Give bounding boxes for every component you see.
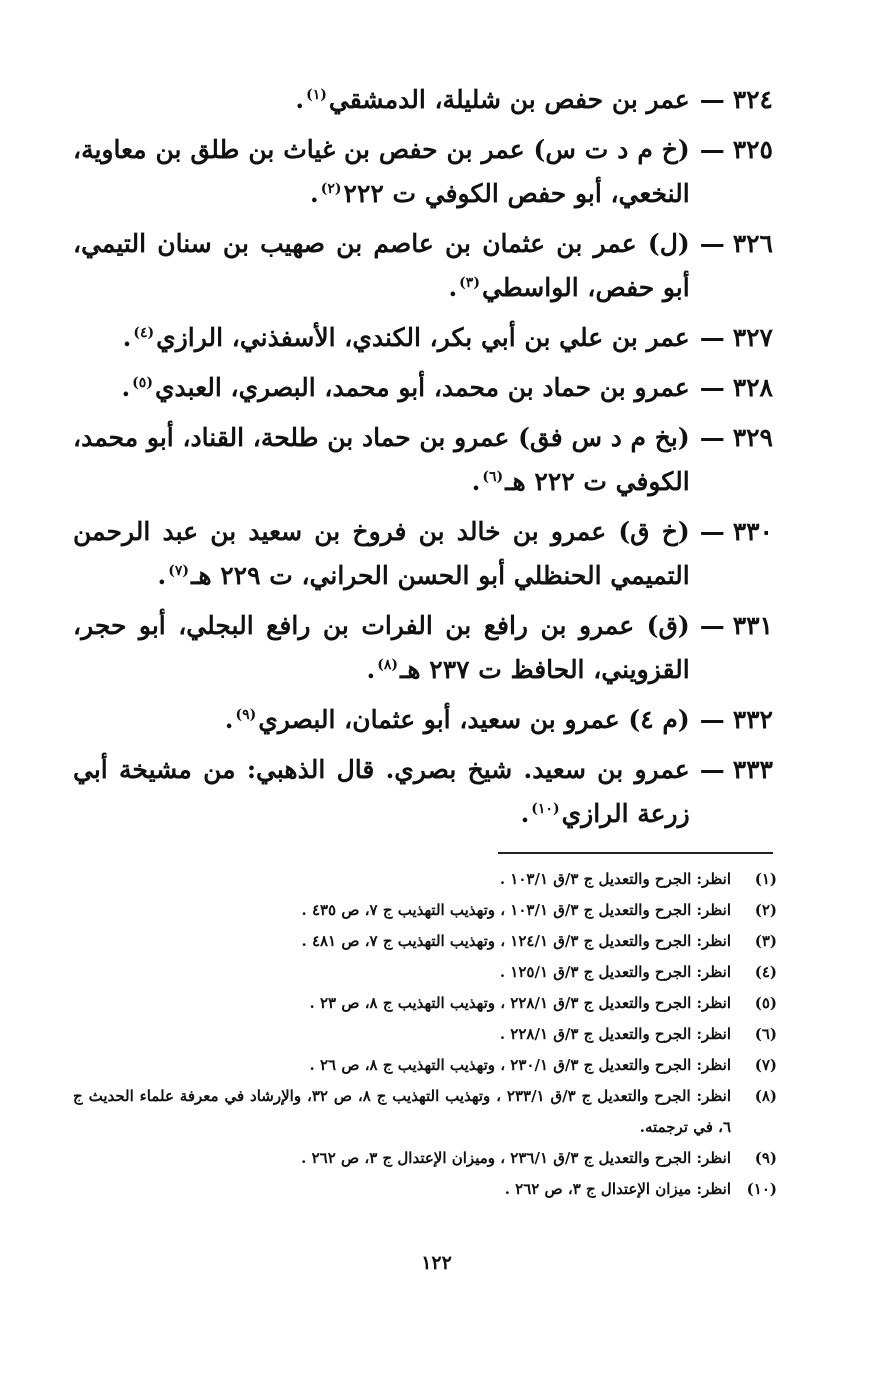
entry-number: ٣٣٠ — [732, 517, 773, 546]
entry-body: عمر بن حفص بن شليلة، الدمشقي — [328, 85, 690, 114]
footnote-text: انظر: الجرح والتعديل ج ٣/ق ١٢٥/١ . — [499, 963, 731, 981]
footnote-item — [73, 1050, 777, 1081]
footnote-item — [73, 988, 777, 1019]
footnote-item — [73, 895, 777, 926]
entry-number: ٣٢٥ — [732, 135, 773, 164]
footnote-text: انظر: الجرح والتعديل ج ٣/ق ٢٢٨/١ ، وتهذيب التهذيب ج ٨، ص ٢٣ . — [309, 994, 731, 1012]
entry-tail: . — [520, 799, 530, 828]
footnote-ref: (٩) — [235, 706, 257, 723]
entry-number: ٣٣٣ — [732, 755, 773, 784]
entry-tail: . — [366, 655, 376, 684]
footnote-ref: (٢) — [320, 180, 342, 197]
footnote-number: (٦) — [754, 1025, 777, 1043]
footnote-text: انظر: الجرح والتعديل ج ٣/ق ٢٣٣/١ ، وتهذيب التهذيب ج ٨، ص ٣٢، والإرشاد في معرفة علماء الحديث ج ٦، في ترجمته. — [73, 1087, 732, 1136]
entry-text — [73, 698, 690, 742]
footnote-number: (٤) — [754, 963, 777, 981]
entry-body: (ل) عمر بن عثمان بن عاصم بن صهيب بن سنان التيمي، أبو حفص، الواسطي — [73, 229, 690, 302]
entry-dash: — — [699, 423, 725, 452]
entry-number: ٣٢٧ — [732, 323, 773, 352]
entry-text — [73, 510, 690, 598]
footnote-text: انظر: ميزان الإعتدال ج ٣، ص ٢٦٢ . — [504, 1180, 731, 1198]
entry-dash: — — [699, 517, 725, 546]
footnote-number: (٧) — [754, 1056, 777, 1074]
entry-dash: — — [699, 323, 725, 352]
footnote-number: (٥) — [754, 994, 777, 1012]
entry-body: (م ٤) عمرو بن سعيد، أبو عثمان، البصري — [258, 705, 690, 734]
entry-tail: . — [122, 323, 132, 352]
entry-331 — [73, 604, 773, 692]
entry-tail: . — [471, 467, 481, 496]
entry-body: عمرو بن حماد بن محمد، أبو محمد، البصري، العبدي — [154, 373, 690, 402]
entry-tail: . — [310, 179, 319, 208]
footnotes — [73, 864, 777, 1205]
entry-328 — [73, 366, 773, 410]
entry-dash: — — [699, 611, 725, 640]
entry-dash: — — [699, 755, 725, 784]
biography-entries — [73, 78, 773, 842]
entry-number: ٣٢٦ — [732, 229, 773, 258]
entry-text — [73, 416, 690, 504]
entry-333 — [73, 748, 773, 836]
entry-text — [73, 128, 690, 216]
footnote-ref: (٦) — [482, 468, 504, 485]
footnote-ref: (٤) — [133, 324, 155, 341]
footnote-item — [73, 1143, 777, 1174]
entry-text — [73, 222, 690, 310]
footnote-text: انظر: الجرح والتعديل ج ٣/ق ١٠٣/١ . — [499, 870, 731, 888]
entry-324 — [73, 78, 773, 122]
entry-dash: — — [699, 135, 725, 164]
footnote-text: انظر: الجرح والتعديل ج ٣/ق ١٢٤/١ ، وتهذيب التهذيب ج ٧، ص ٤٨١ . — [301, 932, 731, 950]
footnote-ref: (١) — [306, 86, 327, 103]
entry-number: ٣٢٩ — [732, 423, 773, 452]
entry-number: ٣٢٨ — [732, 373, 773, 402]
footnote-number: (٢) — [754, 901, 777, 919]
footnote-number: (٣) — [754, 932, 777, 950]
entry-number: ٣٣١ — [732, 611, 773, 640]
entry-325 — [73, 128, 773, 216]
entry-tail: . — [157, 561, 167, 590]
footnote-number: (١) — [754, 870, 777, 888]
entry-number: ٣٢٤ — [732, 85, 773, 114]
entry-330 — [73, 510, 773, 598]
footnote-text: انظر: الجرح والتعديل ج ٣/ق ٢٢٨/١ . — [499, 1025, 731, 1043]
entry-body: (خ م د ت س) عمر بن حفص بن غياث بن طلق بن معاوية، النخعي، أبو حفص الكوفي ت ٢٢٢ — [73, 135, 690, 208]
entry-dash: — — [699, 373, 725, 402]
entry-tail: . — [224, 705, 234, 734]
footnote-number: (١٠) — [746, 1180, 777, 1198]
footnote-text: انظر: الجرح والتعديل ج ٣/ق ١٠٣/١ ، وتهذيب التهذيب ج ٧، ص ٤٣٥ . — [301, 901, 731, 919]
footnote-ref: (٥) — [132, 374, 153, 391]
footnote-item — [73, 926, 777, 957]
footnote-item — [73, 1019, 777, 1050]
entry-dash: — — [699, 229, 725, 258]
entry-text — [73, 604, 690, 692]
footnote-item — [73, 1174, 777, 1205]
entry-332 — [73, 698, 773, 742]
footnote-ref: (٨) — [377, 656, 399, 673]
entry-text — [73, 316, 690, 360]
footnote-ref: (٧) — [168, 562, 189, 579]
entry-tail: . — [121, 373, 131, 402]
footnote-item — [73, 957, 777, 988]
footnote-separator — [498, 852, 773, 854]
footnote-text: انظر: الجرح والتعديل ج ٣/ق ٢٣٠/١ ، وتهذيب التهذيب ج ٨، ص ٢٦ . — [309, 1056, 731, 1074]
entry-326 — [73, 222, 773, 310]
entry-text — [73, 78, 690, 122]
entry-dash: — — [699, 85, 725, 114]
footnote-number: (٩) — [754, 1149, 777, 1167]
footnote-number: (٨) — [754, 1087, 777, 1105]
entry-body: (بخ م د س فق) عمرو بن حماد بن طلحة، القناد، أبو محمد، الكوفي ت ٢٢٢ هـ — [73, 423, 690, 496]
footnote-item — [73, 1081, 777, 1143]
entry-327 — [73, 316, 773, 360]
entry-329 — [73, 416, 773, 504]
footnote-text: انظر: الجرح والتعديل ج ٣/ق ٢٣٦/١ ، وميزان الإعتدال ج ٣، ص ٢٦٢ . — [301, 1149, 731, 1167]
entry-body: عمر بن علي بن أبي بكر، الكندي، الأسفذني، الرازي — [156, 323, 690, 352]
entry-tail: . — [295, 85, 305, 114]
entry-text — [73, 366, 690, 410]
footnote-ref: (٣) — [459, 274, 480, 291]
entry-body: (ق) عمرو بن رافع بن الفرات بن رافع البجلي، أبو حجر، القزويني، الحافظ ت ٢٣٧ هـ — [73, 611, 690, 684]
page-number: ١٢٢ — [421, 1252, 452, 1274]
entry-text — [73, 748, 690, 836]
entry-body: عمرو بن سعيد. شيخ بصري. قال الذهبي: من مشيخة أبي زرعة الرازي — [73, 755, 690, 828]
entry-body: (خ ق) عمرو بن خالد بن فروخ بن سعيد بن عبد الرحمن التميمي الحنظلي أبو الحسن الحراني، ت ٢٢٩ هـ — [73, 517, 690, 590]
entry-tail: . — [448, 273, 458, 302]
footnote-ref: (١٠) — [531, 800, 560, 817]
entry-dash: — — [699, 705, 725, 734]
entry-number: ٣٣٢ — [732, 705, 773, 734]
footnote-item — [73, 864, 777, 895]
